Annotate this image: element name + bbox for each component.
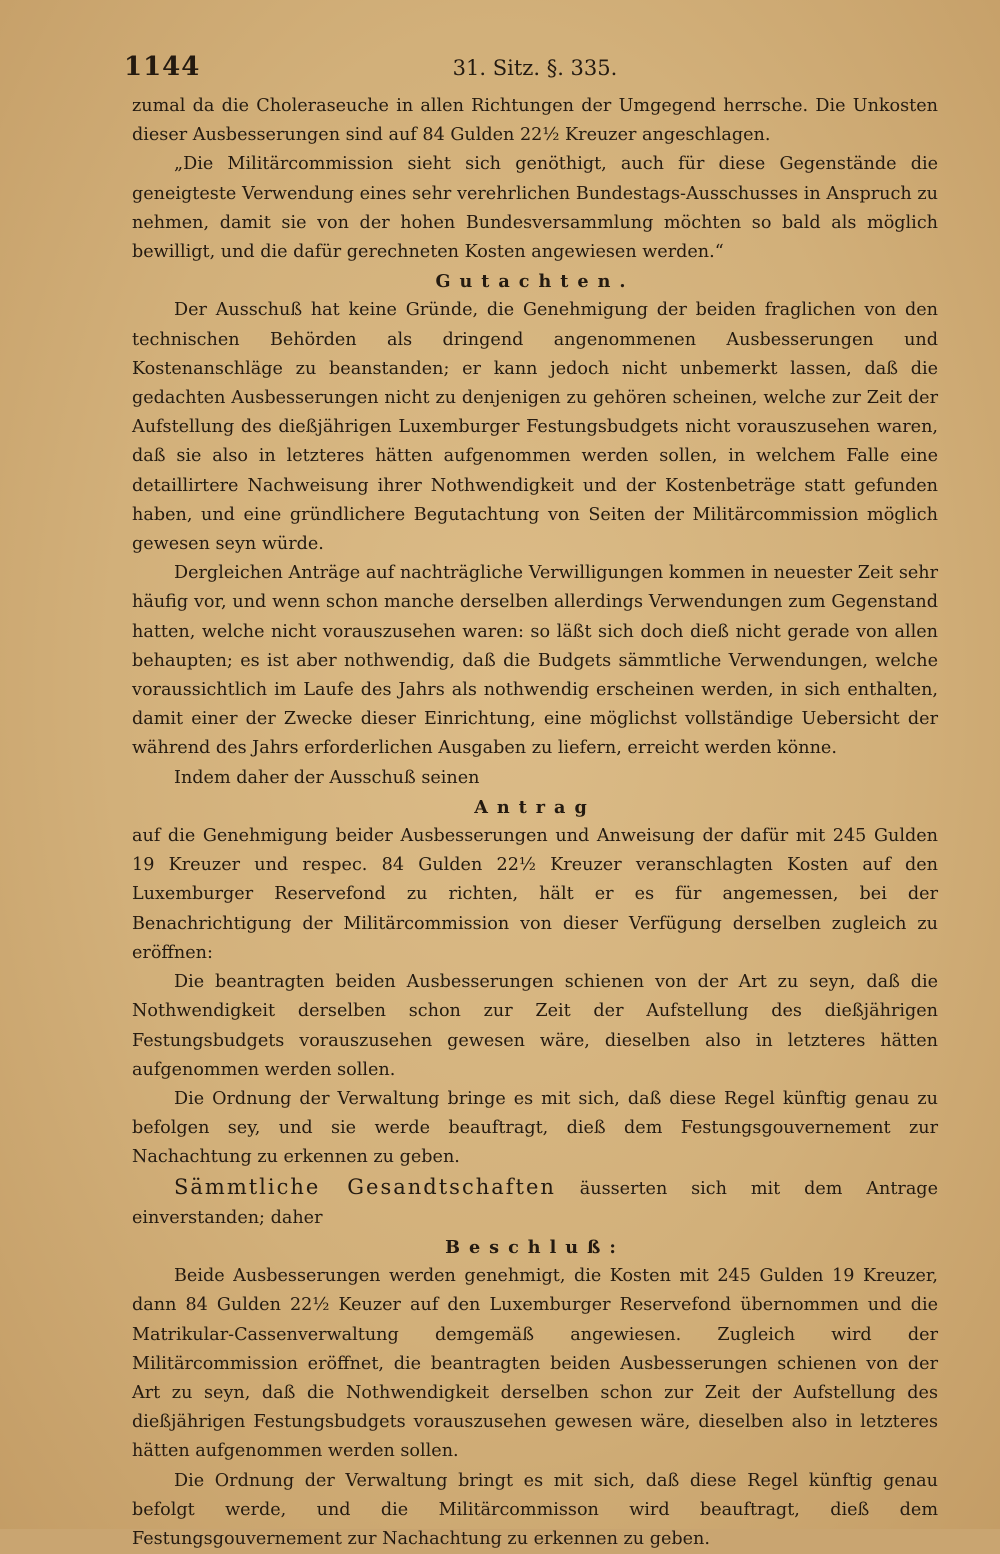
paragraph: Die Ordnung der Verwaltung bringe es mit sich, daß diese Regel künftig genau zu befolgen sey, und sie werde beauftragt, dieß dem Festungsgouvernement zur Nachachtung zu erkennen zu geben. xyxy=(132,1088,938,1168)
running-head: 31. Sitz. §. 335. xyxy=(452,56,618,80)
paragraph xyxy=(132,1173,938,1233)
emphasized-lead: Sämmtliche Gesandtschaften xyxy=(174,1174,556,1199)
section-heading-gutachten: Gutachten. xyxy=(435,271,635,293)
page-body xyxy=(132,92,938,1554)
paragraph: auf die Genehmigung beider Ausbesserungen und Anweisung der dafür mit 245 Gulden 19 Kreuzer und respec. 84 Gulden 22½ Kreuzer veranschlagten Kosten auf den Luxemburger Reservefond zu richten, hält er es für angemessen, bei der Benachrichtigung der Militärcommission von dieser Verfügung derselben zugleich zu eröffnen: xyxy=(132,826,938,963)
page-header xyxy=(124,52,938,92)
section-heading-beschluss: Beschluß: xyxy=(445,1236,625,1258)
section-heading-antrag: Antrag xyxy=(474,796,596,818)
paragraph: Dergleichen Anträge auf nachträgliche Verwilligungen kommen in neuester Zeit sehr häufig vor, und wenn schon manche derselben allerdings Verwendungen zum Gegenstand hatten, welche nicht vorauszusehen waren: so läßt sich doch dieß nicht gerade von allen behaupten; es ist aber nothwendig, daß die Budgets sämmtliche Verwendungen, welche voraussichtlich im Laufe des Jahrs als nothwendig erscheinen werden, in sich enthalten, damit einer der Zwecke dieser Einrichtung, eine möglichst vollständige Uebersicht der während des Jahrs erforderlichen Ausgaben zu liefern, erreicht werden könne. xyxy=(132,563,938,759)
paragraph-rest: äusserten sich mit dem Antrage einverstanden; daher xyxy=(132,1178,938,1228)
page-number: 1144 xyxy=(124,52,201,82)
paragraph: Indem daher der Ausschuß seinen xyxy=(174,767,480,788)
paragraph: Beide Ausbesserungen werden genehmigt, die Kosten mit 245 Gulden 19 Kreuzer, dann 84 Gulden 22½ Keuzer auf den Luxemburger Reservefond übernommen und die Matrikular-Cassenverwaltung demgemäß angewiesen. Zugleich wird der Militärcommission eröffnet, die beantragten beiden Ausbesserungen schienen von der Art zu seyn, daß die Nothwendigkeit derselben schon zur Zeit der Aufstellung des dießjährigen Festungsbudgets vorauszusehen gewesen wäre, dieselben also in letzteres hätten aufgenommen werden sollen. xyxy=(132,1266,938,1462)
paragraph: zumal da die Choleraseuche in allen Richtungen der Umgegend herrsche. Die Unkosten dieser Ausbesserungen sind auf 84 Gulden 22½ Kreuzer angeschlagen. xyxy=(132,96,938,146)
paragraph: Die Ordnung der Verwaltung bringt es mit sich, daß diese Regel künftig genau befolgt werde, und die Militärcommisson wird beauftragt, dieß dem Festungsgouvernement zur Nachachtung zu erkennen zu geben. xyxy=(132,1470,938,1549)
paragraph: Die beantragten beiden Ausbesserungen schienen von der Art zu seyn, daß die Nothwendigkeit derselben schon zur Zeit der Aufstellung des dießjährigen Festungsbudgets vorauszusehen gewesen wäre, dieselben also in letzteres hätten aufgenommen werden sollen. xyxy=(132,972,938,1080)
paragraph: Der Ausschuß hat keine Gründe, die Genehmigung der beiden fraglichen von den technischen Behörden als dringend angenommenen Ausbesserungen und Kostenanschläge zu beanstanden; er kann jedoch nicht unbemerkt lassen, daß die gedachten Ausbesserungen nicht zu denjenigen zu gehören scheinen, welche zur Zeit der Aufstellung des dießjährigen Luxemburger Festungsbudgets nicht vorauszusehen waren, daß sie also in letzteres hätten aufgenommen werden sollen, in welchem Falle eine detaillirtere Nachweisung ihrer Nothwendigkeit und der Kostenbeträge statt gefunden haben, und eine gründlichere Begutachtung von Seiten der Militärcommission möglich gewesen seyn würde. xyxy=(132,300,938,555)
paragraph: „Die Militärcommission sieht sich genöthigt, auch für diese Gegenstände die geneigteste Verwendung eines sehr verehrlichen Bundestags-Ausschusses in Anspruch zu nehmen, damit sie von der hohen Bundesversammlung möchten so bald als möglich bewilligt, und die dafür gerechneten Kosten angewiesen werden.“ xyxy=(132,154,938,263)
